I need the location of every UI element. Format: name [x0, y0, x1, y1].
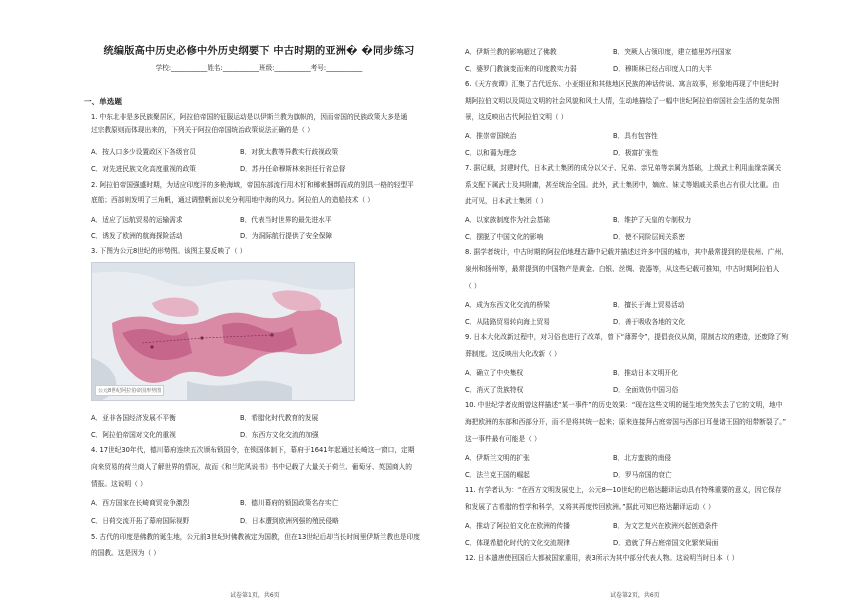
q9-option-d: D．全面效仿中国习俗 — [613, 386, 679, 394]
page-footer-right: 试卷第2页，共6页 — [610, 592, 660, 599]
question-1-line-1: 1. 中东北非是多民族聚居区，阿拉伯帝国的征服运动是以伊斯兰教为旗帜的，因而帝国的民族政策大多是通 — [91, 113, 408, 121]
question-3-line-1: 3. 下图为公元8世纪的形势图。该图主要反映了（ ） — [91, 247, 247, 255]
question-10-line-3: 这一事件最有可能是（ ） — [465, 435, 541, 443]
question-5-line-1: 5. 古代的印度是佛教的诞生地，公元前3世纪时佛教被定为国教，但在13世纪后却当长时间里伊斯兰教也是印度 — [91, 533, 420, 541]
q2-option-c: C．诱发了欧洲的航海探险活动 — [91, 232, 183, 240]
q10-option-b: B．北方蛮族的南侵 — [613, 454, 672, 462]
q8-option-d: D．善于吸收各地的文化 — [613, 318, 686, 326]
question-4-line-2: 向来贸易的荷兰商人了解世界的情况，故而《和兰陀风说书》书中记载了大量关于荷兰、葡萄牙、英国商人的 — [91, 463, 412, 471]
q6-option-a: A．推崇帝国统治 — [465, 132, 517, 140]
question-8-line-2: 泉州和扬州等，最常提到的中国物产是黄金、白银、丝绸、瓷器等，从这些记载可推知，中古时期阿拉伯人 — [465, 265, 780, 273]
question-7-line-3: 此可见，日本武士集团（ ） — [465, 197, 548, 205]
q11-option-c: C．体现希腊化时代的文化交流规律 — [465, 539, 570, 547]
q5-option-b: B．突厥人占领印度，建立德里苏丹国家 — [613, 48, 732, 56]
question-10-line-1: 10. 中世纪学者皮朗曾这样描述“某一事件”的历史效果：“现在这些文明的诞生地突然失去了它的文明，地中 — [465, 401, 783, 409]
q3-option-d: D．东西方文化交流的加强 — [240, 431, 319, 439]
q6-option-b: B．具有包容性 — [613, 132, 658, 140]
q6-option-c: C．以和蔼为理念 — [465, 149, 517, 157]
question-10-line-2: 海把欧洲的东部和西部分开，而不是将其统一起来；原来连接拜占庭帝国与西部日耳曼诸王国的纽带断裂了。” — [465, 418, 787, 426]
question-11-line-2: 和发展了古希腊的哲学和科学，又将其再度传回欧洲。”据此可知巴格达翻译运动（ ） — [465, 503, 715, 511]
q1-option-b: B．对犹太教等异教实行歧视政策 — [240, 148, 339, 156]
q7-option-c: C．摆脱了中国文化的影响 — [465, 233, 544, 241]
q3-option-c: C．阿拉伯帝国对文化的重视 — [91, 431, 176, 439]
q9-option-c: C．消灭了贵族特权 — [465, 386, 524, 394]
q4-option-c: C．日荷交流开拓了幕府国际视野 — [91, 517, 190, 525]
question-2-line-1: 2. 阿拉伯帝国强盛时期，为适应印度洋的多桅海域，帝国东部流行用木钉和椰索捆绑而成的别具一格的轻型平 — [91, 181, 414, 189]
student-info-line: 学校:___________姓名:___________班级:___________考号:___________ — [155, 64, 363, 72]
question-6-line-3: 景，这反映出古代阿拉伯文明（ ） — [465, 113, 568, 121]
page-footer-left: 试卷第1页，共6页 — [230, 592, 280, 599]
map-caption: 公元8世纪阿拉伯帝国形势图 — [95, 385, 164, 396]
q11-option-d: D．造就了拜占庭帝国文化繁荣局面 — [613, 539, 719, 547]
q2-option-a: A．适应了远航贸易的运输需求 — [91, 216, 183, 224]
q7-option-b: B．维护了天皇的专制权力 — [613, 216, 692, 224]
historical-map — [91, 262, 355, 401]
question-1-line-2: 过宗教原则而体现出来的，下列关于阿拉伯帝国统治政策说法正确的是（ ） — [91, 126, 314, 134]
q7-option-d: D．使不同阶层间关系密 — [613, 233, 686, 241]
q3-option-b: B．希腊化时代教育的发展 — [240, 414, 319, 422]
question-5-line-2: 的国教。这是因为（ ） — [91, 549, 160, 557]
question-6-line-1: 6.《天方夜谭》汇集了古代近东、小亚细亚和其他地区民族的神话传说、寓言故事，形象地再现了中世纪时 — [465, 80, 780, 88]
q2-option-b: B．代表当时世界的最先进水平 — [240, 216, 332, 224]
q8-option-c: C．从陆路贸易转向海上贸易 — [465, 318, 550, 326]
q4-option-d: D．日本遭到欧洲列强的殖民侵略 — [240, 517, 339, 525]
q11-option-b: B．为文艺复兴在欧洲兴起创造条件 — [613, 522, 718, 530]
q10-option-d: D．罗马帝国的衰亡 — [613, 471, 672, 479]
question-4-line-3: 情报。这说明（ ） — [91, 480, 147, 488]
question-8-line-3: （ ） — [465, 282, 481, 290]
question-7-line-1: 7. 据记载，封建时代，日本武士集团的成分以父子、兄弟、亲兄弟等亲属为基础，上级武士利用血缘亲属关 — [465, 164, 782, 172]
question-4-line-1: 4. 17世纪30年代，德川幕府连续五次颁布锁国令，在锁国体制下，幕府于1641年起通过长崎这一窗口，定期 — [91, 446, 415, 454]
q2-option-d: D．为洞际航行提供了安全保障 — [240, 232, 333, 240]
q10-option-a: A．伊斯兰文明的扩张 — [465, 454, 530, 462]
q4-option-a: A．西方国家在长崎商贸竞争激烈 — [91, 499, 190, 507]
q9-option-a: A．确立了中央集权 — [465, 369, 524, 377]
paper-title: 统编版高中历史必修中外历史纲要下 中古时期的亚洲� �同步练习 — [103, 46, 415, 57]
question-9-line-1: 9. 日本大化改新过程中，对习俗也进行了改革，曾下“薄葬令”，提倡丧仪从简，限制古坟的建造，还废除了殉 — [465, 333, 789, 341]
q7-option-a: A．以家族制度作为社会基础 — [465, 216, 550, 224]
q4-option-b: B．德川幕府的锁国政策名存实亡 — [240, 499, 339, 507]
q1-option-d: D．苏丹任命穆斯林来担任行省总督 — [240, 165, 346, 173]
q1-option-c: C．对先进民族文化高度重视的政策 — [91, 165, 196, 173]
q5-option-d: D．穆斯林已经占印度人口的大半 — [613, 65, 712, 73]
q10-option-c: C．法兰克王国的崛起 — [465, 471, 530, 479]
question-2-line-2: 底船；西部则发明了三角帆，通过调整帆面以充分利用地中海的风力。阿拉伯人的造船技术（ ） — [91, 196, 374, 204]
q8-option-b: B．擅长于海上贸易活动 — [613, 301, 685, 309]
q11-option-a: A．推动了阿拉伯文化在欧洲的传播 — [465, 522, 570, 530]
q9-option-b: B．推动日本文明开化 — [613, 369, 678, 377]
question-12-line-1: 12. 日本遣唐使回国后大都被国家重用，表3所示为其中部分代表人物。这说明当时日本（ ） — [465, 554, 739, 562]
question-6-line-2: 期阿拉伯文明以及周边文明的社会风貌和风土人情，生动地描绘了一幅中世纪阿拉伯帝国社会生活的复杂图 — [465, 97, 780, 105]
question-9-line-2: 葬制度。这反映出大化改新（ ） — [465, 350, 561, 358]
q5-option-a: A．伊斯兰教的影响超过了佛教 — [465, 48, 557, 56]
q6-option-d: D．极富扩张性 — [613, 149, 659, 157]
question-7-line-2: 系支配下属武士及其附庸，甚至统治全国。此外，武士集团中，嫡庶、妹丈等姻戚关系也占有很大比重。由 — [465, 181, 780, 189]
question-11-line-1: 11. 有学者认为：“在西方文明发展史上，公元8—10世纪的巴格达翻译运动具有特殊重要的意义，因它保存 — [465, 486, 782, 494]
question-8-line-1: 8. 据学者统计，中古时期的阿拉伯地理古籍中记载并描述过许多中国的城市，其中最常提到的是杭州、广州、 — [465, 248, 788, 256]
q1-option-a: A．按人口多少设置政区下各级官员 — [91, 148, 196, 156]
q8-option-a: A．成为东西文化交流的桥梁 — [465, 301, 550, 309]
q3-option-a: A．亚非各国经济发展不平衡 — [91, 414, 176, 422]
map-image — [92, 263, 354, 400]
q5-option-c: C．婆罗门教演变而来的印度教实力弱 — [465, 65, 577, 73]
section-label: 一、单选题 — [84, 97, 122, 106]
